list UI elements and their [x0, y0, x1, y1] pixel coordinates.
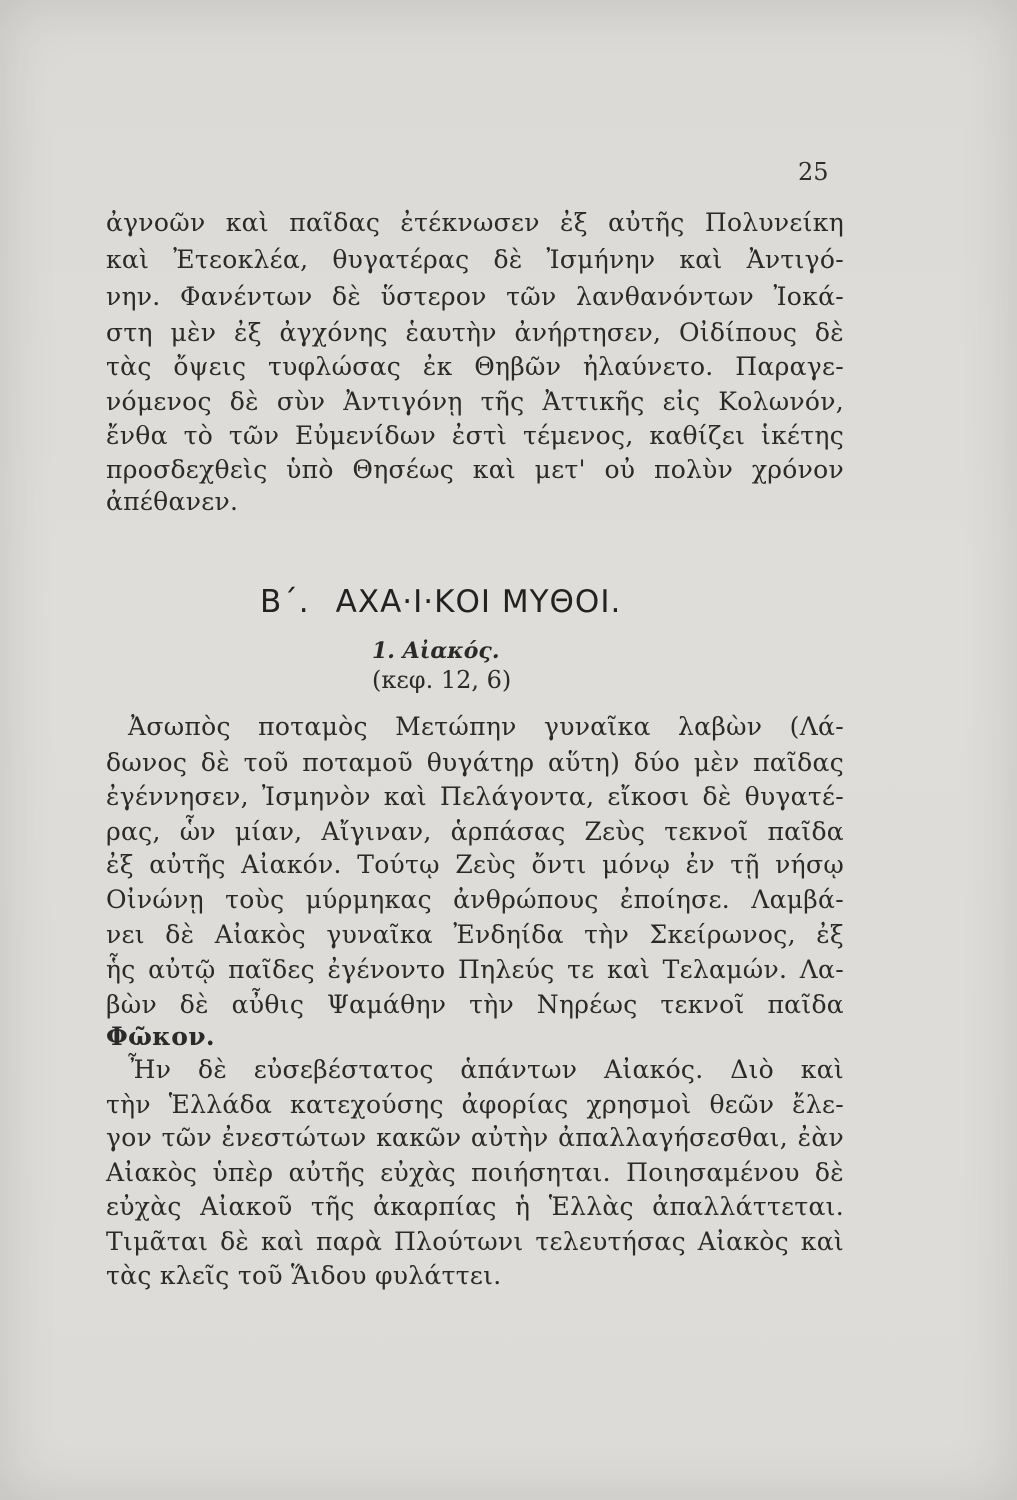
text-line: ἐγέννησεν, Ἰσμηνὸν καὶ Πελάγοντα, εἴκοσι δὲ θυγατέ- — [106, 782, 844, 811]
text-line: στη μὲν ἐξ ἀγχόνης ἑαυτὴν ἀνήρτησεν, Οἰδίπους δὲ — [106, 318, 844, 347]
text-line: τὰς ὄψεις τυφλώσας ἐκ Θηβῶν ἠλαύνετο. Παραγε- — [106, 352, 844, 381]
text-line: ἀπέθανεν. — [106, 487, 239, 516]
text-line: ρας, ὧν μίαν, Αἴγιναν, ἁρπάσας Ζεὺς τεκνοῖ παῖδα — [106, 817, 844, 846]
page-number: 25 — [798, 158, 829, 186]
text-line: νει δὲ Αἰακὸς γυναῖκα Ἐνδηίδα τὴν Σκείρωνος, ἐξ — [106, 920, 844, 949]
text-line: νόμενος δὲ σὺν Ἀντιγόνῃ τῆς Ἀττικῆς εἰς Κολωνόν, — [106, 387, 844, 416]
text-line: τὰς κλεῖς τοῦ Ἅιδου φυλάττει. — [106, 1261, 502, 1290]
text-line: εὐχὰς Αἰακοῦ τῆς ἀκαρπίας ἡ Ἑλλὰς ἀπαλλάττεται. — [106, 1192, 844, 1221]
section-title: ΑΧΑ·Ι·ΚΟΙ ΜΥΘΟΙ. — [335, 584, 622, 620]
text-line: ἐξ αὐτῆς Αἰακόν. Τούτῳ Ζεὺς ὄντι μόνῳ ἐν τῇ νήσῳ — [106, 850, 844, 879]
text-line: ἧς αὐτῷ παῖδες ἐγένοντο Πηλεύς τε καὶ Τελαμών. Λα- — [106, 955, 844, 984]
text-line: Αἰακὸς ὑπὲρ αὐτῆς εὐχὰς ποιήσηται. Ποιησαμένου δὲ — [106, 1158, 844, 1187]
text-line: Οἰνώνῃ τοὺς μύρμηκας ἀνθρώπους ἐποίησε. Λαμβά- — [106, 885, 844, 914]
text-line: νην. Φανέντων δὲ ὕστερον τῶν λανθανόντων Ἰοκά- — [106, 282, 844, 311]
text-line: δωνος δὲ τοῦ ποταμοῦ θυγάτηρ αὕτη) δύο μὲν παῖδας — [106, 748, 844, 777]
text-line: γον τῶν ἐνεστώτων κακῶν αὐτὴν ἀπαλλαγήσεσθαι, ἐὰν — [106, 1123, 844, 1152]
text-line: Ἦν δὲ εὐσεβέστατος ἁπάντων Αἰακός. Διὸ καὶ — [128, 1055, 844, 1084]
text-line: προσδεχθεὶς ὑπὸ Θησέως καὶ μετ' οὐ πολὺν χρόνον — [106, 455, 844, 484]
section-mark: Β΄. — [260, 584, 310, 620]
text-line: ἔνθα τὸ τῶν Εὐμενίδων ἐστὶ τέμενος, καθίζει ἱκέτης — [106, 421, 844, 450]
chapter-title: 1. Αἰακός. — [372, 638, 500, 664]
text-line: τὴν Ἑλλάδα κατεχούσης ἀφορίας χρησμοὶ θεῶν ἔλε- — [106, 1090, 844, 1119]
text-line: ἀγνοῶν καὶ παῖδας ἐτέκνωσεν ἐξ αὐτῆς Πολυνείκη — [106, 208, 844, 237]
chapter-reference: (κεφ. 12, 6) — [372, 666, 512, 694]
text-line: Τιμᾶται δὲ καὶ παρὰ Πλούτωνι τελευτήσας Αἰακὸς καὶ — [106, 1227, 844, 1256]
text-line: βὼν δὲ αὖθις Ψαμάθην τὴν Νηρέως τεκνοῖ παῖδα — [106, 990, 844, 1019]
text-line: καὶ Ἐτεοκλέα, θυγατέρας δὲ Ἰσμήνην καὶ Ἀντιγό- — [106, 245, 844, 274]
section-heading — [260, 582, 740, 622]
text-line: Φῶκον. — [106, 1022, 215, 1051]
text-line: Ἀσωπὸς ποταμὸς Μετώπην γυναῖκα λαβὼν (Λά- — [128, 712, 844, 741]
